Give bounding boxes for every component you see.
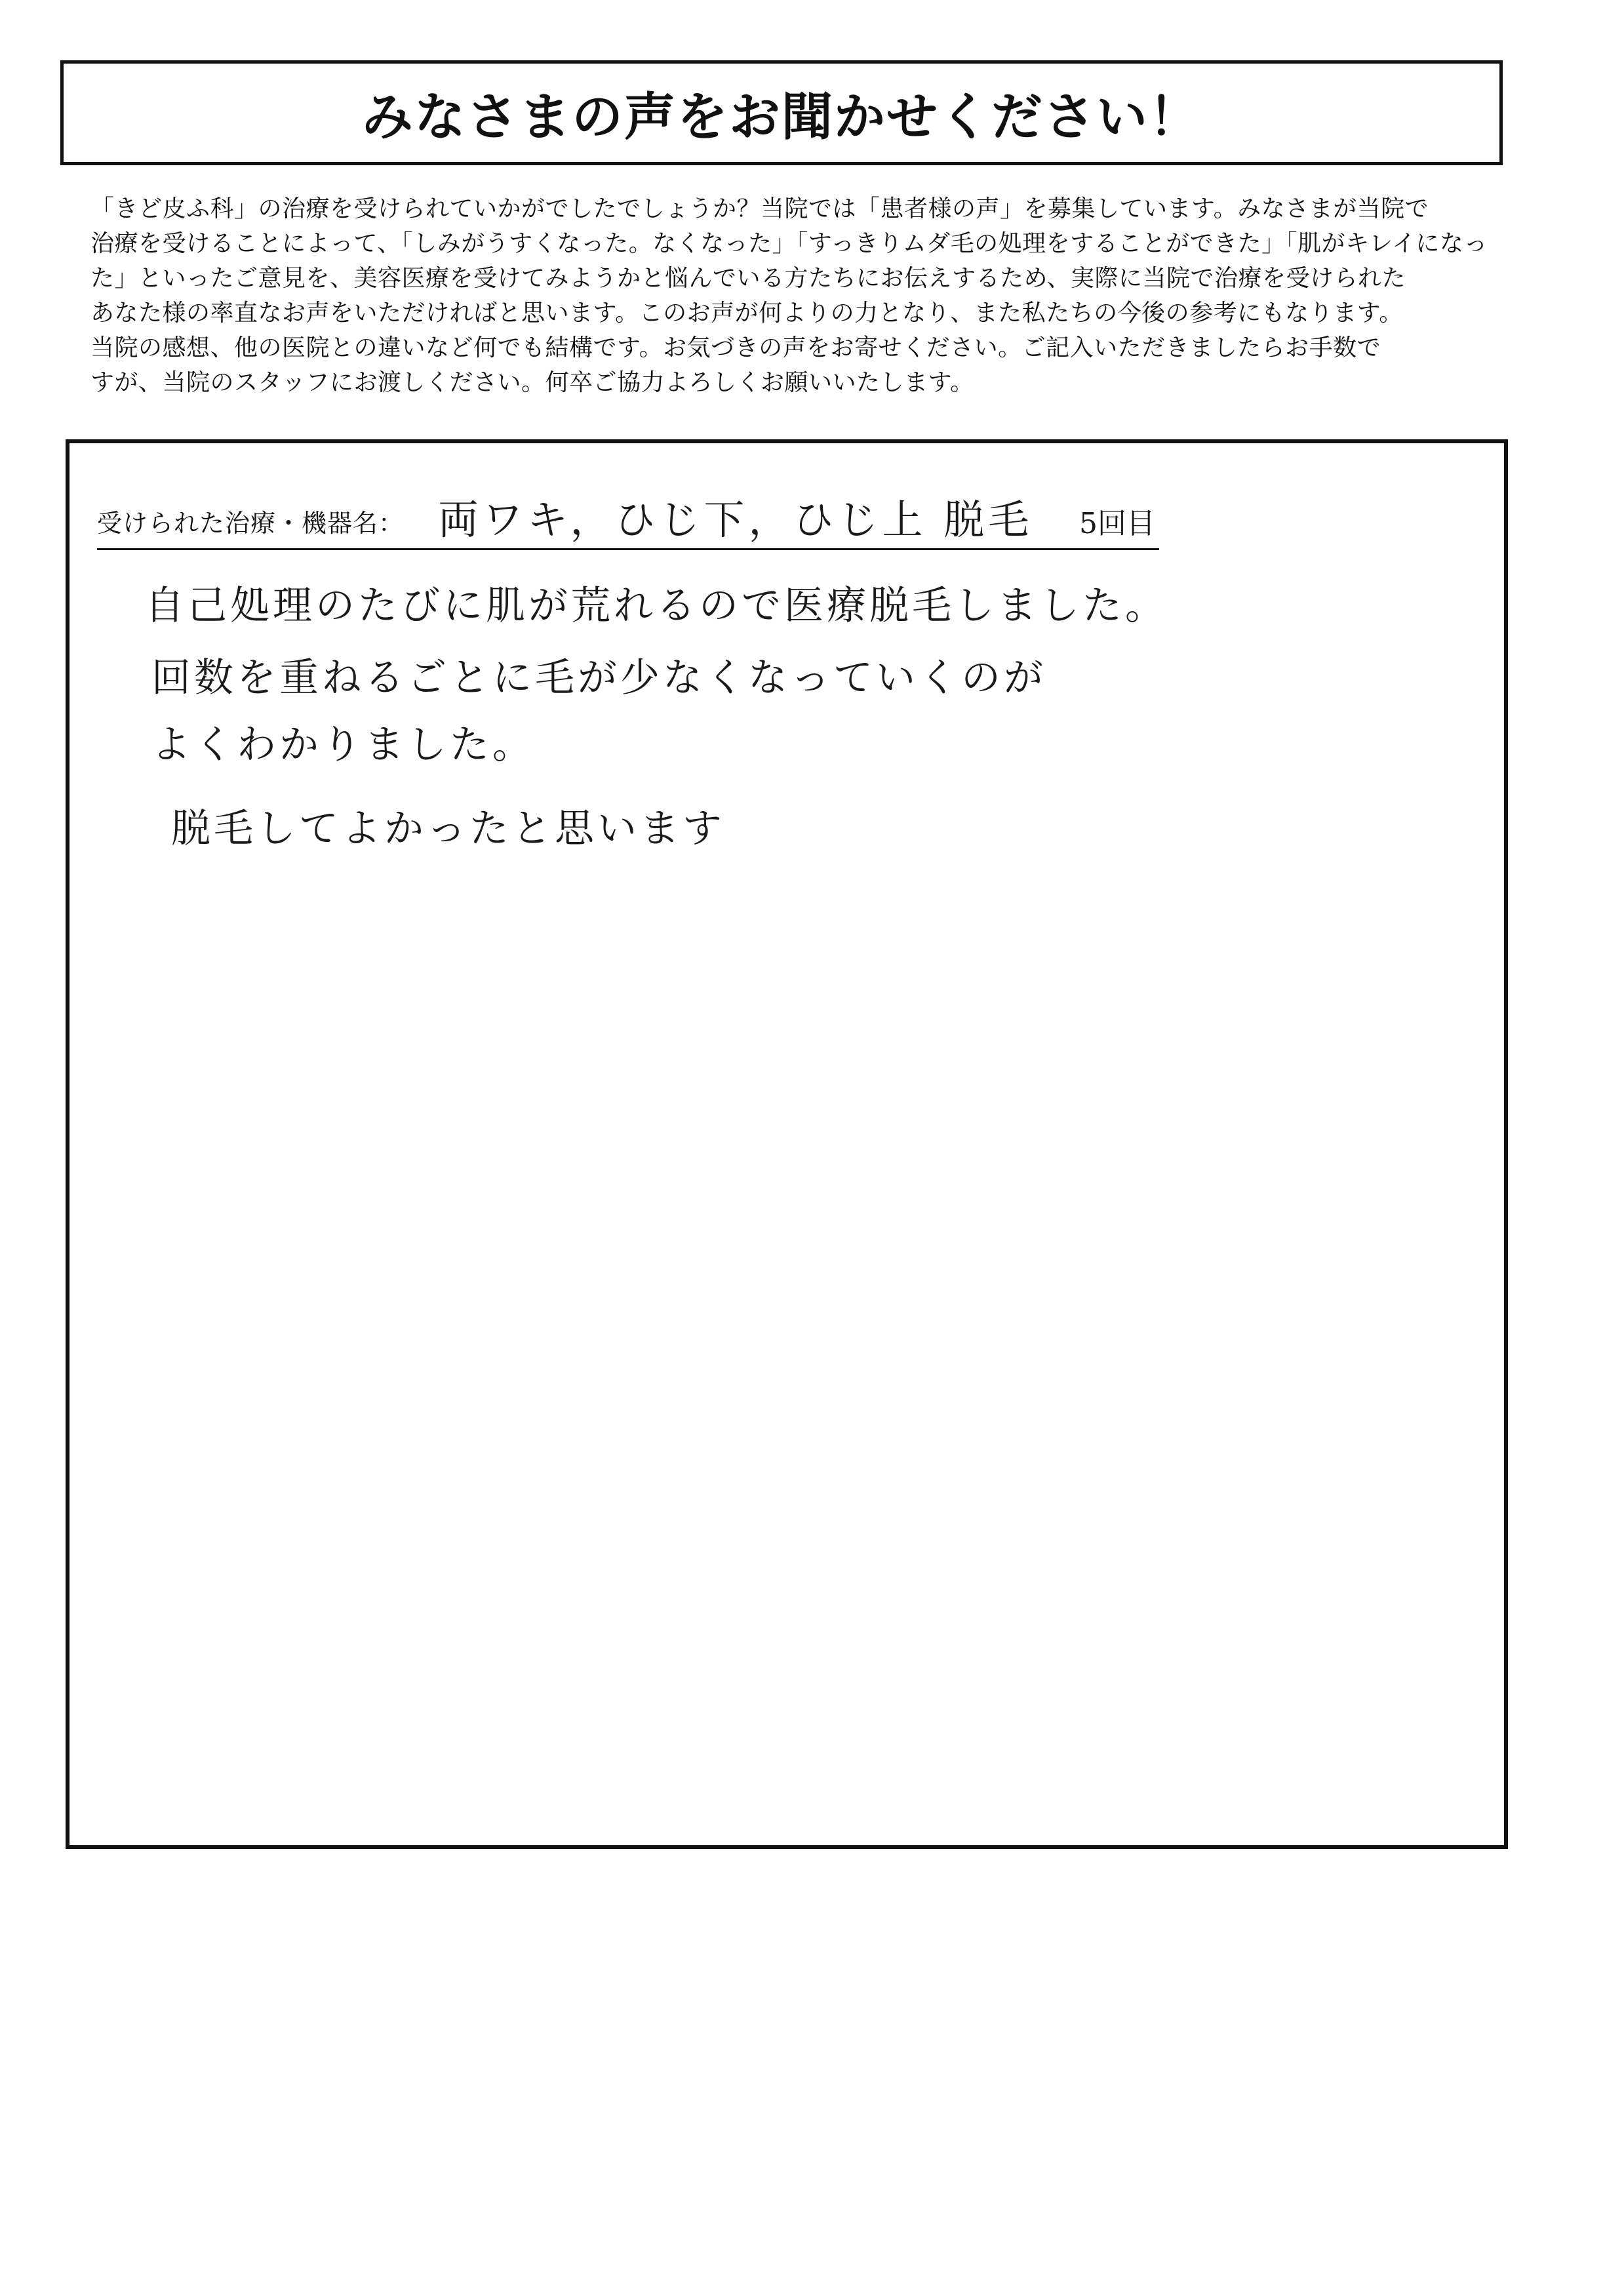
treatment-value: 両ワキ，ひじ下，ひじ上 脱毛: [438, 496, 1033, 544]
comment-line: 回数を重ねるごとに毛が少なくなっていくのが: [151, 655, 1046, 701]
intro-line: 治療を受けることによって、「しみがうすくなった。なくなった」「すっきりムダ毛の処理をすることができた」「肌がキレイになっ: [90, 230, 1488, 257]
intro-line: た」といったご意見を、美容医療を受けてみようかと悩んでいる方たちにお伝えするため、実際に当院で治療を受けられた: [90, 265, 1406, 292]
feedback-form-box: [66, 439, 1508, 1849]
intro-line: すが、当院のスタッフにお渡しください。何卒ご協力よろしくお願いいたします。: [90, 369, 974, 396]
comment-line: よくわかりました。: [151, 722, 535, 768]
treatment-label: 受けられた治療・機器名：: [97, 509, 405, 538]
intro-line: 「きど皮ふ科」の治療を受けられていかがでしたでしょうか？当院では「患者様の声」を募集しています。みなさまが当院で: [90, 195, 1429, 222]
comment-line: 脱毛してよかったと思います: [171, 806, 725, 852]
page-title: みなさまの声をお聞かせください！: [361, 88, 1201, 147]
title-box: [60, 60, 1503, 165]
treatment-field: [97, 484, 1159, 550]
intro-line: 当院の感想、他の医院との違いなど何でも結構です。お気づきの声をお寄せください。ご記入いただきましたらお手数で: [90, 334, 1381, 361]
treatment-count: 5回目: [1079, 507, 1155, 540]
intro-line: あなた様の率直なお声をいただければと思います。このお声が何よりの力となり、また私たちの今後の参考にもなります。: [90, 300, 1403, 327]
comment-line: 自己処理のたびに肌が荒れるので医療脱毛しました。: [145, 583, 1168, 629]
intro-paragraph: [90, 191, 1507, 400]
